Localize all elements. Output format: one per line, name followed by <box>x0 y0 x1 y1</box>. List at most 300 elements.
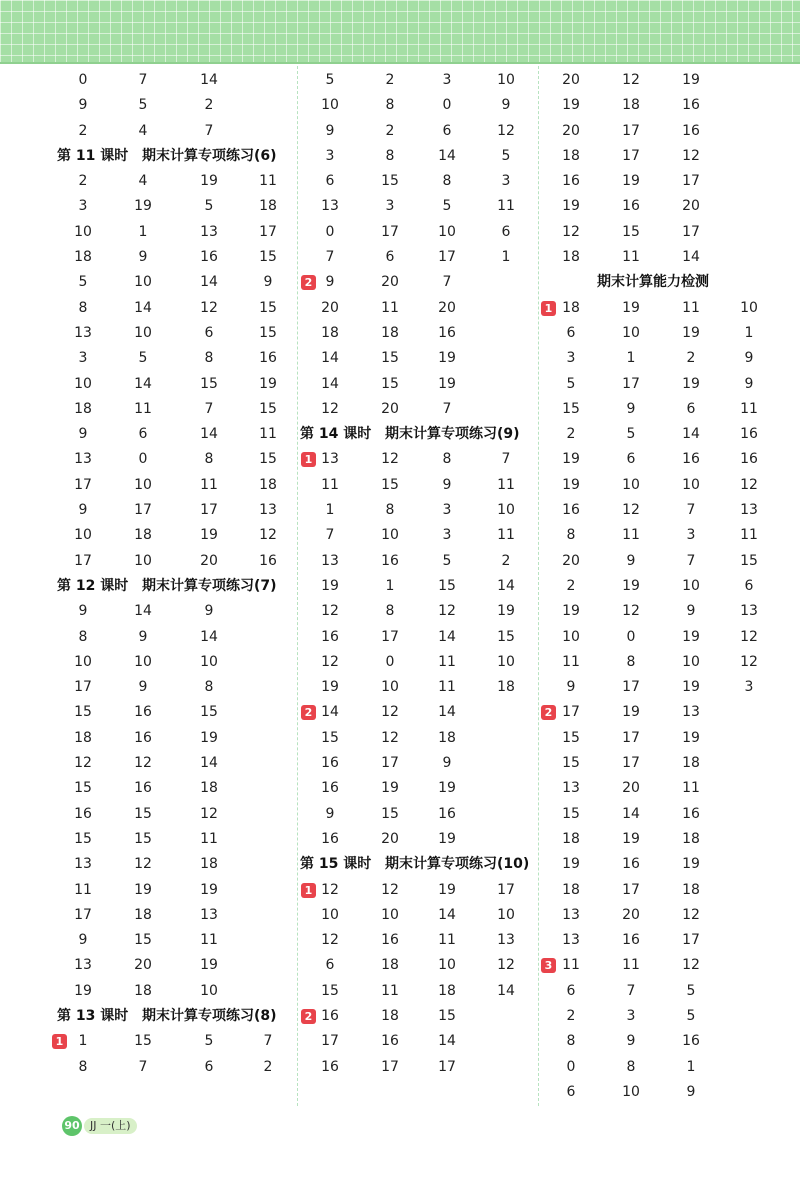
answer-value: 10 <box>682 476 700 493</box>
answer-value: 19 <box>200 173 218 190</box>
answer-row <box>299 169 538 194</box>
answer-value: 0 <box>138 451 148 468</box>
answer-value: 8 <box>566 527 576 544</box>
answer-value: 11 <box>740 527 758 544</box>
answer-value: 10 <box>200 653 218 670</box>
answer-row <box>52 422 297 447</box>
answer-value: 11 <box>259 173 277 190</box>
answer-value: 17 <box>74 906 92 923</box>
answer-value: 17 <box>438 249 456 266</box>
answer-value: 9 <box>442 755 452 772</box>
answer-row <box>299 296 538 321</box>
answer-value: 6 <box>744 577 754 594</box>
answer-value: 9 <box>138 679 148 696</box>
answer-row <box>52 321 297 346</box>
answer-value: 16 <box>259 350 277 367</box>
answer-value: 19 <box>682 628 700 645</box>
answer-row <box>299 953 538 978</box>
answer-value: 13 <box>74 856 92 873</box>
answer-value: 19 <box>562 476 580 493</box>
answer-value: 15 <box>562 729 580 746</box>
answer-value: 19 <box>259 375 277 392</box>
answer-value: 11 <box>497 527 515 544</box>
question-badge: 1 <box>541 301 556 316</box>
answer-row <box>540 928 800 953</box>
lesson-number: 第 14 课时 <box>300 426 372 443</box>
answer-row <box>540 599 800 624</box>
answer-value: 3 <box>744 679 754 696</box>
answer-row <box>52 625 297 650</box>
answer-row <box>540 852 800 877</box>
answer-value: 11 <box>622 527 640 544</box>
answer-value: 16 <box>438 324 456 341</box>
answer-value: 19 <box>200 881 218 898</box>
answer-row <box>540 574 800 599</box>
answer-value: 3 <box>501 173 511 190</box>
answer-value: 10 <box>740 299 758 316</box>
answer-row <box>52 270 297 295</box>
answer-value: 15 <box>259 324 277 341</box>
answer-value: 14 <box>134 603 152 620</box>
answer-value: 19 <box>438 830 456 847</box>
answer-row <box>540 144 800 169</box>
answer-row <box>52 979 297 1004</box>
answer-value: 1 <box>744 324 754 341</box>
answer-value: 17 <box>622 679 640 696</box>
answer-value: 9 <box>138 249 148 266</box>
answer-value: 15 <box>259 451 277 468</box>
answer-value: 8 <box>442 451 452 468</box>
answer-value: 5 <box>204 198 214 215</box>
answer-row <box>540 93 800 118</box>
column-divider <box>538 66 539 1106</box>
question-badge: 1 <box>52 1034 67 1049</box>
answer-value: 12 <box>321 881 339 898</box>
answer-value: 19 <box>200 957 218 974</box>
answer-value: 15 <box>381 375 399 392</box>
answer-value: 19 <box>682 856 700 873</box>
answer-value: 18 <box>134 906 152 923</box>
answer-value: 14 <box>438 628 456 645</box>
answer-value: 12 <box>497 122 515 139</box>
answer-value: 18 <box>622 97 640 114</box>
answer-value: 13 <box>740 603 758 620</box>
answer-column-3 <box>540 68 800 1105</box>
answer-value: 13 <box>562 906 580 923</box>
answer-value: 10 <box>622 476 640 493</box>
answer-value: 2 <box>78 122 88 139</box>
answer-value: 5 <box>686 982 696 999</box>
answer-value: 19 <box>200 729 218 746</box>
answer-value: 18 <box>497 679 515 696</box>
answer-value: 11 <box>321 476 339 493</box>
answer-value: 10 <box>321 97 339 114</box>
question-badge: 1 <box>301 452 316 467</box>
answer-value: 16 <box>381 932 399 949</box>
answer-value: 7 <box>325 249 335 266</box>
answer-value: 19 <box>682 729 700 746</box>
answer-row <box>299 372 538 397</box>
lesson-heading <box>299 422 538 447</box>
question-badge: 2 <box>301 705 316 720</box>
answer-value: 0 <box>78 72 88 88</box>
answer-value: 7 <box>325 527 335 544</box>
answer-value: 5 <box>501 147 511 164</box>
answer-value: 19 <box>321 577 339 594</box>
lesson-heading <box>52 1004 297 1029</box>
answer-value: 16 <box>682 122 700 139</box>
answer-value: 10 <box>381 679 399 696</box>
answer-value: 9 <box>78 426 88 443</box>
answer-value: 15 <box>562 805 580 822</box>
answer-row <box>299 928 538 953</box>
answer-value: 14 <box>321 350 339 367</box>
answer-value: 20 <box>562 72 580 88</box>
answer-value: 15 <box>259 299 277 316</box>
answer-value: 19 <box>682 375 700 392</box>
answer-value: 12 <box>381 881 399 898</box>
answer-value: 11 <box>200 476 218 493</box>
answer-value: 14 <box>200 274 218 291</box>
question-badge: 2 <box>541 705 556 720</box>
answer-value: 2 <box>204 97 214 114</box>
answer-row <box>52 523 297 548</box>
answer-row <box>540 953 800 978</box>
answer-value: 3 <box>442 527 452 544</box>
answer-value: 7 <box>138 72 148 88</box>
answer-value: 13 <box>74 324 92 341</box>
answer-value: 19 <box>682 324 700 341</box>
answer-value: 12 <box>381 704 399 721</box>
answer-value: 12 <box>259 527 277 544</box>
answer-value: 12 <box>134 856 152 873</box>
answer-value: 12 <box>381 729 399 746</box>
answer-value: 14 <box>438 147 456 164</box>
answer-value: 15 <box>134 830 152 847</box>
answer-row <box>540 726 800 751</box>
answer-value: 10 <box>497 72 515 88</box>
answer-value: 14 <box>497 982 515 999</box>
answer-row <box>299 346 538 371</box>
answer-value: 18 <box>259 476 277 493</box>
answer-row <box>52 953 297 978</box>
answer-row <box>52 194 297 219</box>
answer-row <box>299 68 538 93</box>
answer-value: 19 <box>134 881 152 898</box>
answer-value: 9 <box>442 476 452 493</box>
answer-value: 20 <box>134 957 152 974</box>
answer-value: 17 <box>381 223 399 240</box>
answer-row <box>52 650 297 675</box>
answer-value: 6 <box>566 324 576 341</box>
answer-row <box>52 68 297 93</box>
answer-value: 18 <box>381 957 399 974</box>
answer-row <box>540 979 800 1004</box>
answer-value: 14 <box>497 577 515 594</box>
answer-value: 18 <box>134 527 152 544</box>
answer-value: 11 <box>740 400 758 417</box>
lesson-heading <box>540 270 800 295</box>
answer-value: 18 <box>74 400 92 417</box>
answer-value: 15 <box>74 830 92 847</box>
answer-value: 2 <box>263 1058 273 1075</box>
answer-value: 10 <box>134 653 152 670</box>
answer-row <box>540 903 800 928</box>
answer-value: 9 <box>325 805 335 822</box>
answer-value: 15 <box>562 400 580 417</box>
answer-value: 17 <box>562 704 580 721</box>
answer-value: 10 <box>497 906 515 923</box>
answer-row <box>540 245 800 270</box>
answer-value: 14 <box>134 375 152 392</box>
answer-value: 16 <box>321 755 339 772</box>
answer-value: 12 <box>74 755 92 772</box>
question-badge: 2 <box>301 275 316 290</box>
answer-row <box>299 1055 538 1080</box>
answer-value: 11 <box>438 679 456 696</box>
answer-value: 11 <box>438 653 456 670</box>
answer-row <box>52 928 297 953</box>
answer-row <box>540 625 800 650</box>
answer-value: 15 <box>622 223 640 240</box>
answer-row <box>540 802 800 827</box>
answer-value: 12 <box>562 223 580 240</box>
answer-value: 7 <box>686 502 696 519</box>
answer-value: 18 <box>259 198 277 215</box>
answer-value: 5 <box>686 1007 696 1024</box>
answer-value: 10 <box>74 223 92 240</box>
answer-value: 10 <box>438 223 456 240</box>
lesson-number: 第 12 课时 <box>57 577 129 594</box>
answer-row <box>540 194 800 219</box>
answer-value: 8 <box>626 653 636 670</box>
answer-value: 7 <box>442 400 452 417</box>
answer-value: 15 <box>562 755 580 772</box>
answer-value: 3 <box>385 198 395 215</box>
answer-value: 10 <box>381 527 399 544</box>
answer-value: 3 <box>626 1007 636 1024</box>
answer-value: 19 <box>562 856 580 873</box>
answer-row <box>540 878 800 903</box>
answer-value: 20 <box>381 274 399 291</box>
answer-value: 2 <box>385 72 395 88</box>
answer-value: 14 <box>321 704 339 721</box>
answer-row <box>52 827 297 852</box>
answer-value: 10 <box>622 1083 640 1100</box>
answer-value: 15 <box>134 805 152 822</box>
answer-value: 8 <box>566 1033 576 1050</box>
answer-row <box>299 650 538 675</box>
answer-value: 14 <box>438 1033 456 1050</box>
answer-value: 18 <box>562 830 580 847</box>
answer-value: 12 <box>682 906 700 923</box>
answer-value: 15 <box>381 805 399 822</box>
question-badge: 1 <box>301 883 316 898</box>
lesson-number: 第 15 课时 <box>300 856 372 873</box>
answer-value: 9 <box>263 274 273 291</box>
lesson-heading <box>52 574 297 599</box>
answer-value: 17 <box>134 502 152 519</box>
answer-row <box>299 1029 538 1054</box>
answer-value: 8 <box>78 299 88 316</box>
answer-value: 7 <box>204 400 214 417</box>
answer-value: 18 <box>74 729 92 746</box>
answer-value: 17 <box>74 476 92 493</box>
answer-value: 6 <box>204 324 214 341</box>
answer-value: 2 <box>78 173 88 190</box>
answer-value: 17 <box>682 173 700 190</box>
lesson-title: 期末计算能力检测 <box>597 274 709 291</box>
answer-value: 19 <box>622 299 640 316</box>
answer-row <box>540 1029 800 1054</box>
answer-value: 20 <box>381 400 399 417</box>
answer-value: 9 <box>325 122 335 139</box>
answer-value: 16 <box>682 805 700 822</box>
answer-value: 12 <box>200 299 218 316</box>
answer-value: 20 <box>200 552 218 569</box>
lesson-number: 第 13 课时 <box>57 1007 129 1024</box>
answer-value: 16 <box>134 704 152 721</box>
answer-value: 2 <box>501 552 511 569</box>
answer-value: 14 <box>321 375 339 392</box>
answer-value: 12 <box>321 400 339 417</box>
answer-row <box>540 220 800 245</box>
answer-row <box>540 498 800 523</box>
answer-value: 13 <box>321 451 339 468</box>
answer-value: 15 <box>200 704 218 721</box>
answer-row <box>540 650 800 675</box>
answer-value: 6 <box>442 122 452 139</box>
answer-value: 16 <box>740 426 758 443</box>
answer-value: 11 <box>74 881 92 898</box>
answer-row <box>540 321 800 346</box>
answer-value: 3 <box>442 72 452 88</box>
answer-row <box>52 726 297 751</box>
answer-value: 10 <box>134 552 152 569</box>
answer-value: 16 <box>682 451 700 468</box>
answer-value: 16 <box>321 780 339 797</box>
answer-value: 17 <box>438 1058 456 1075</box>
answer-value: 12 <box>381 451 399 468</box>
answer-value: 16 <box>622 932 640 949</box>
answer-value: 15 <box>321 982 339 999</box>
answer-value: 12 <box>740 653 758 670</box>
answer-value: 0 <box>566 1058 576 1075</box>
answer-value: 2 <box>686 350 696 367</box>
answer-value: 12 <box>682 957 700 974</box>
answer-row <box>299 245 538 270</box>
answer-value: 9 <box>626 552 636 569</box>
answer-row <box>52 93 297 118</box>
lesson-heading <box>52 144 297 169</box>
answer-value: 15 <box>381 173 399 190</box>
answer-value: 13 <box>321 552 339 569</box>
answer-value: 10 <box>438 957 456 974</box>
answer-value: 11 <box>682 780 700 797</box>
answer-value: 20 <box>321 299 339 316</box>
answer-value: 6 <box>385 249 395 266</box>
answer-value: 10 <box>200 982 218 999</box>
lesson-title: 期末计算专项练习(6) <box>142 147 277 164</box>
answer-value: 19 <box>438 881 456 898</box>
answer-value: 0 <box>626 628 636 645</box>
answer-value: 10 <box>74 375 92 392</box>
answer-value: 14 <box>134 299 152 316</box>
answer-value: 16 <box>134 780 152 797</box>
lesson-heading <box>299 852 538 877</box>
answer-value: 19 <box>622 830 640 847</box>
answer-value: 10 <box>682 577 700 594</box>
answer-value: 1 <box>385 577 395 594</box>
answer-value: 13 <box>562 780 580 797</box>
answer-row <box>52 776 297 801</box>
answer-value: 17 <box>622 755 640 772</box>
answer-row <box>540 827 800 852</box>
answer-value: 17 <box>497 881 515 898</box>
answer-row <box>299 119 538 144</box>
answer-value: 7 <box>138 1058 148 1075</box>
answer-row <box>52 397 297 422</box>
answer-value: 16 <box>682 1033 700 1050</box>
answer-value: 8 <box>78 628 88 645</box>
answer-value: 10 <box>497 653 515 670</box>
answer-value: 1 <box>325 502 335 519</box>
answer-value: 19 <box>381 780 399 797</box>
answer-row <box>52 473 297 498</box>
answer-row <box>540 397 800 422</box>
answer-value: 8 <box>78 1058 88 1075</box>
answer-value: 14 <box>438 906 456 923</box>
answer-value: 15 <box>381 350 399 367</box>
answer-value: 19 <box>497 603 515 620</box>
answer-value: 17 <box>259 223 277 240</box>
answer-value: 6 <box>204 1058 214 1075</box>
answer-value: 16 <box>321 1058 339 1075</box>
answer-value: 9 <box>744 375 754 392</box>
answer-row <box>299 523 538 548</box>
answer-value: 13 <box>200 223 218 240</box>
answer-row <box>540 751 800 776</box>
answer-row <box>52 220 297 245</box>
answer-value: 18 <box>381 324 399 341</box>
answer-value: 19 <box>321 679 339 696</box>
answer-value: 9 <box>566 679 576 696</box>
answer-row <box>52 852 297 877</box>
answer-value: 11 <box>622 957 640 974</box>
answer-row <box>299 776 538 801</box>
answer-row <box>540 523 800 548</box>
column-divider <box>297 66 298 1106</box>
answer-value: 9 <box>626 400 636 417</box>
answer-row <box>299 473 538 498</box>
answer-value: 11 <box>259 426 277 443</box>
answer-value: 16 <box>438 805 456 822</box>
answer-value: 17 <box>381 1058 399 1075</box>
answer-value: 18 <box>562 147 580 164</box>
answer-value: 16 <box>321 1007 339 1024</box>
answer-row <box>299 625 538 650</box>
answer-value: 15 <box>134 932 152 949</box>
answer-row <box>299 878 538 903</box>
answer-value: 10 <box>74 653 92 670</box>
answer-value: 14 <box>200 72 218 88</box>
answer-row <box>52 119 297 144</box>
answer-value: 13 <box>740 502 758 519</box>
answer-value: 12 <box>740 628 758 645</box>
answer-value: 10 <box>381 906 399 923</box>
answer-value: 13 <box>321 198 339 215</box>
answer-value: 18 <box>562 299 580 316</box>
